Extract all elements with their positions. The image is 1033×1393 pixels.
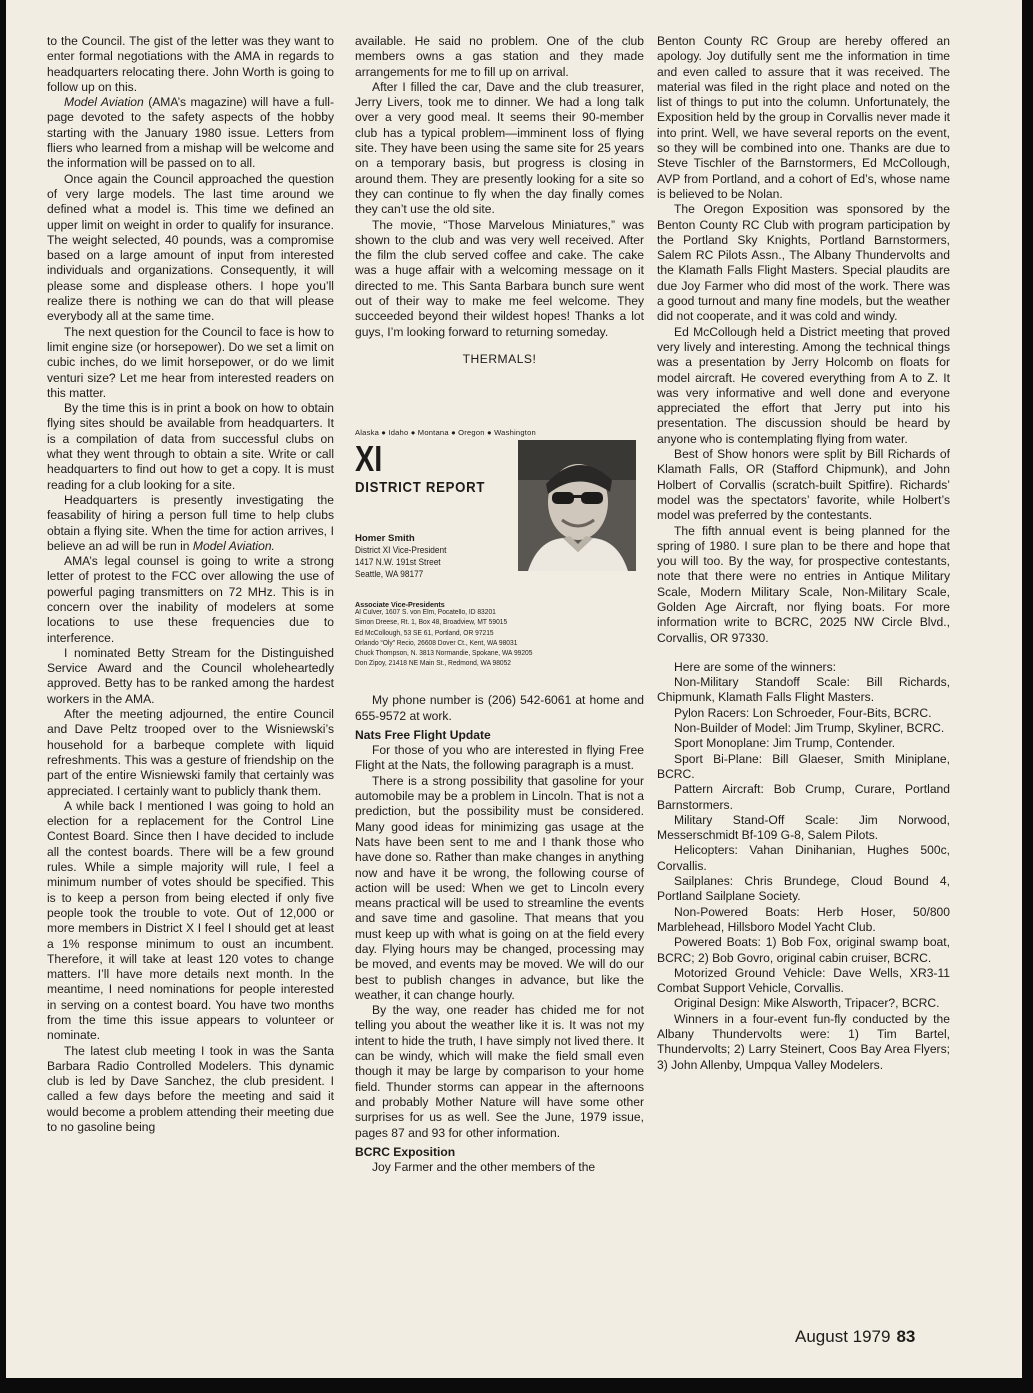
thermals-signoff: THERMALS!	[462, 351, 537, 366]
paragraph: I nominated Betty Stream for the Distinguished Service Award and the Council wholeheartedly approved. Betty has to be ranked among the hardest workers in the AMA.	[47, 645, 334, 706]
paragraph: Non-Powered Boats: Herb Hoser, 50/800 Marblehead, Hillsboro Model Yacht Club.	[657, 904, 950, 934]
paragraph: Here are some of the winners:	[674, 659, 836, 674]
paragraph: After the meeting adjourned, the entire Council and Dave Peltz trooped over to the Wisniewski’s household for a barbeque complete with liquid refreshments. This was a gesture of friendship on the part of the entire Wisniewski family that certainly was appreciated. I certainly want to publicly thank them.	[47, 707, 334, 798]
paragraph: Military Stand-Off Scale: Jim Norwood, Messerschmidt Bf-109 G-8, Salem Pilots.	[657, 812, 950, 843]
paragraph: For those of you who are interested in flying Free Flight at the Nats, the following paragraph is a must.	[355, 743, 644, 773]
paragraph: Non-Builder of Model: Jim Trump, Skyliner, BCRC.	[674, 721, 945, 736]
vice-president-photo	[518, 440, 636, 571]
associate-vp-list	[355, 608, 532, 669]
associate-vp-line: Ed McCollough, 53 SE 61, Portland, OR 97215	[355, 629, 494, 637]
paragraph: Original Design: Mike Alsworth, Tripacer?, BCRC.	[674, 996, 940, 1011]
column-right	[657, 34, 950, 1073]
associate-vp-line: Simon Dreese, Rt. 1, Box 48, Broadview, MT 59015	[355, 619, 508, 627]
section-heading: BCRC Exposition	[355, 1144, 456, 1159]
district-states: Alaska ● Idaho ● Montana ● Oregon ● Washington	[355, 428, 536, 438]
paragraph: Sport Bi-Plane: Bill Glaeser, Smith Miniplane, BCRC.	[657, 751, 950, 781]
paragraph: By the time this is in print a book on how to obtain flying sites should be available from headquarters. It is a compilation of data from successful clubs on what they went through to obtain a site. Write or call headquarters to find out how to get a copy. It is must reading for a club looking for a site.	[47, 401, 334, 492]
paragraph: to the Council. The gist of the letter was they want to enter formal negotiations with the AMA in regards to headquarters relocating there. John Worth is going to follow up on this.	[47, 34, 334, 94]
italic-title: Model Aviation	[64, 95, 144, 110]
paragraph: The Oregon Exposition was sponsored by the Benton County RC Club with program participation by the Portland Sky Knights, Portland Barnstormers, Salem RC Pilots Assn., The Albany Thundervolts and the Klamath Falls Flight Masters. Special plaudits are due Joy Farmer who did most of the work. There was a good turnout and many fine models, but the weather did not cooperate, and it was cold and windy.	[657, 202, 950, 324]
magazine-page	[6, 0, 1022, 1378]
paragraph: Ed McCollough held a District meeting that proved very lively and interesting. Among the technical things was a presentation by Jerry Holcomb on floats for model aircraft. He covered everything from A to Z. It was very informative and well done and everyone appreciated the effort that Jerry put into his presentation. The discussion should be heard by anyone who is contemplating flying from water.	[657, 324, 950, 446]
paragraph: Powered Boats: 1) Bob Fox, original swamp boat, BCRC; 2) Bob Govro, original cabin cruiser, BCRC.	[657, 935, 950, 965]
associate-vp-heading: Associate Vice-Presidents	[355, 600, 445, 610]
paragraph: available. He said no problem. One of the club members owns a gas station and they made arrangements for me to fill up on arrival.	[355, 34, 644, 79]
issue-date: August 1979	[795, 1327, 891, 1346]
column-middle-bottom	[355, 693, 644, 1175]
district-report-box	[355, 425, 644, 677]
italic-title: Model Aviation.	[192, 538, 275, 553]
vice-president-name: Homer Smith	[355, 533, 415, 545]
associate-vp-line: Don Zipoy, 21418 NE Main St., Redmond, WA 98052	[355, 660, 511, 668]
paragraph: AMA’s legal counsel is going to write a strong letter of protest to the FCC over allowing the use of powerful paging transmitters on 72 MHz. This is in concern over the inability of modelers at some locations to use these frequencies due to interference.	[47, 554, 334, 645]
vice-president-street: 1417 N.W. 191st Street	[355, 557, 441, 568]
paragraph: The latest club meeting I took in was the Santa Barbara Radio Controlled Modelers. This dynamic club is led by Dave Sanchez, the club president. I called a few days before the meeting and said it would become a problem attending their meeting due to no gasoline being	[47, 1043, 334, 1135]
column-middle	[355, 34, 644, 1175]
paragraph: Best of Show honors were split by Bill Richards of Klamath Falls, OR (Stafford Chipmunk), and John Holbert of Corvallis (scratch-built Spitfire). Richards’ model was the spectators’ favorite, while Holbert’s model was preferred by the contestants.	[657, 447, 950, 523]
paragraph: Winners in a four-event fun-fly conducted by the Albany Thundervolts were: 1) Tim Bartel, Thundervolts; 2) Larry Steinert, Coos Bay Area Flyers; 3) John Allenby, Umpqua Valley Modelers.	[657, 1011, 950, 1072]
paragraph: A while back I mentioned I was going to hold an election for a replacement for the Control Line Contest Board. Since then I have decided to include all the contest boards. There will be a few ground rules. While a simple majority will rule, I feel a minimum number of votes should be specified. This is to keep a person from being elected if only five people took the trouble to vote. Out of 12,000 or more members in District X I feel I should get at least a 1% response minimum to oust an incumbent. Therefore, it will take at least 120 votes to change matters. I’ll have more details next month. In the meantime, I need nominations for people interested in serving on a contest board. You have two months from the time this issue appears to volunteer or nominate.	[47, 798, 334, 1043]
associate-vp-line: Al Culver, 1607 S. von Elm, Pocatello, ID 83201	[355, 609, 496, 617]
column-left	[47, 34, 334, 1135]
paragraph: Benton County RC Group are hereby offered an apology. Joy dutifully sent me the information in time and even called to assure that it was received. The material was filed in the right place and noted on the list of things to put into the column. Unfortunately, the Exposition held by the group in Corvallis never made it into print. Well, we have several reports on the event, so they will be combined into one. Thanks are due to Steve Tischler of the Barnstormers, Ed McCollough, AVP from Portland, and a cohort of Ed’s, whose name is believed to be Nolan.	[657, 34, 950, 201]
paragraph: Sailplanes: Chris Brundege, Cloud Bound 4, Portland Sailplane Society.	[657, 874, 950, 904]
vice-president-city: Seattle, WA 98177	[355, 569, 424, 580]
section-heading: Nats Free Flight Update	[355, 727, 491, 742]
paragraph: Model Aviation (AMA’s magazine) will have a full-page devoted to the safety aspects of the hobby starting with the January 1980 issue. Letters from fliers who learned from a mishap will be welcome and the information will be passed on to all.	[47, 95, 334, 171]
paragraph: My phone number is (206) 542-6061 at home and 655-9572 at work.	[355, 693, 644, 723]
page-number: 83	[896, 1327, 916, 1346]
district-title: DISTRICT REPORT	[355, 479, 486, 497]
vice-president-title: District XI Vice-President	[355, 545, 447, 556]
associate-vp-line: Chuck Thompson, N. 3813 Normandie, Spokane, WA 99205	[355, 650, 533, 658]
paragraph: Sport Monoplane: Jim Trump, Contender.	[674, 736, 896, 751]
associate-vp-line: Orlando “Oly” Recio, 26608 Dover Ct., Kent, WA 98031	[355, 639, 518, 647]
paragraph: Joy Farmer and the other members of the	[372, 1160, 596, 1175]
district-number: XI	[355, 438, 383, 480]
paragraph: The fifth annual event is being planned for the spring of 1980. I sure plan to be there and hope that you will too. By the way, for prospective contestants, note that there were no entries in Antique Military Scale, Modern Military Scale, Non-Military Scale, Golden Age Aircraft, nor flying boats. For more information write to BCRC, 2025 NW Circle Blvd., Corvallis, OR 97330.	[657, 523, 950, 645]
portrait-image	[518, 440, 636, 571]
paragraph: Once again the Council approached the question of very large models. The last time around we defined what a model is. This time we defined an upper limit on weight in order to qualify for insurance. The weight selected, 40 pounds, was a compromise based on a large amount of input from interested individuals and organizations. Consequently, it will please some and displease others. I hope you’ll realize there is nothing we can do that will please everybody all at the same time.	[47, 171, 334, 324]
paragraph: Headquarters is presently investigating the feasability of hiring a person full time to help clubs obtain a flying site. When the time for action arrives, I believe an ad will be run in Model Aviation.	[47, 492, 334, 553]
paragraph: The movie, “Those Marvelous Miniatures,” was shown to the club and was very well received. After the film the club served coffee and cake. The cake was a huge affair with a welcoming message on it directed to me. This Santa Barbara bunch sure went out of their way to make me feel welcome. They succeeded beyond their wildest hopes! Thanks a lot guys, I’m looking forward to returning someday.	[355, 217, 644, 339]
paragraph: The next question for the Council to face is how to limit engine size (or horsepower). Do we set a limit on cubic inches, do we limit horsepower, or do we limit venturi size? Let me hear from interested readers on this matter.	[47, 324, 335, 400]
paragraph: After I filled the car, Dave and the club treasurer, Jerry Livers, took me to dinner. We had a long talk over a very good meal. It seems their 90-member club has a typical problem—imminent loss of flying site. They have been using the same site for 25 years on a temporary basis, but progress is closing in around them. They are presently looking for a site so they can continue to fly when the day finally comes they can’t use the old site.	[355, 79, 644, 217]
column-middle-top	[355, 34, 644, 340]
paragraph: Motorized Ground Vehicle: Dave Wells, XR3-11 Combat Support Vehicle, Corvallis.	[657, 965, 950, 996]
paragraph: Non-Military Standoff Scale: Bill Richards, Chipmunk, Klamath Falls Flight Masters.	[657, 675, 950, 705]
page-footer	[795, 1327, 915, 1347]
paragraph: By the way, one reader has chided me for not telling you about the weather like it is. It was not my intent to hide the truth, I have simply not lived there. It can be windy, which will make the field small even though it may be large by comparison to your home field. Thunder storms can appear in the afternoons and probably Mother Nature will have some other surprises for us as well. See the June, 1979 issue, pages 87 and 93 for other information.	[355, 1003, 644, 1140]
paragraph: Pylon Racers: Lon Schroeder, Four-Bits, BCRC.	[674, 705, 932, 720]
paragraph: Pattern Aircraft: Bob Crump, Curare, Portland Barnstormers.	[657, 782, 950, 812]
paragraph-spacer	[657, 646, 950, 660]
paragraph: There is a strong possibility that gasoline for your automobile may be a problem in Lincoln. That is not a prediction, but the possibility must be considered. Many good ideas for minimizing gas usage at the Nats have been sent to me and I thank those who have done so. Rather than make changes in anything now and have it be wrong, the following course of action will be used: When we get to Lincoln every means practical will be used to streamline the events and save time and gasoline. That means that you must keep up with what is going on at the field every day. Flying hours may be changed, processing may be moved, and events may be moved. We will do our best to publish changes in advance, but like the weather, it can change hourly.	[355, 773, 644, 1002]
paragraph: Helicopters: Vahan Dinihanian, Hughes 500c, Corvallis.	[657, 843, 950, 873]
